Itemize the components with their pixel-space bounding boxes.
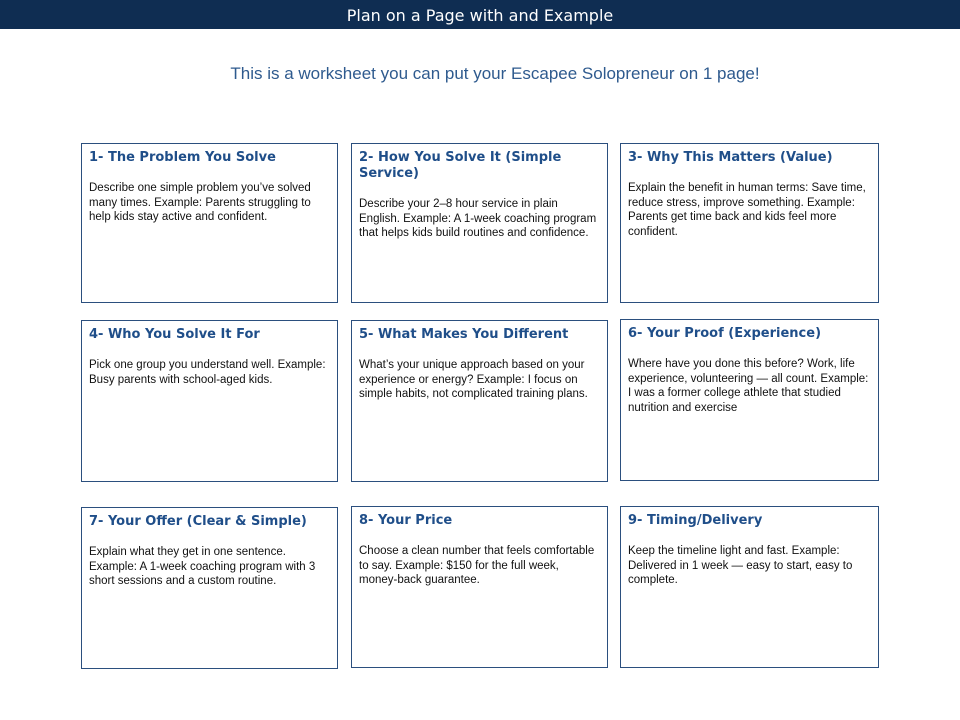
worksheet-box-solution (351, 143, 608, 303)
box-body: Keep the timeline light and fast. Example: Delivered in 1 week — easy to start, easy to complete. (628, 545, 853, 586)
subtitle: This is a worksheet you can put your Escapee Solopreneur on 1 page! (230, 64, 760, 83)
box-title: 6- Your Proof (Experience) (628, 326, 822, 341)
box-body: Pick one group you understand well. Example: Busy parents with school-aged kids. (89, 359, 326, 386)
box-body: What’s your unique approach based on your experience or energy? Example: I focus on simple habits, not complicated training plans. (359, 359, 588, 400)
box-body: Describe your 2–8 hour service in plain English. Example: A 1-week coaching program that helps kids build routines and confidence. (359, 198, 597, 239)
box-title: 3- Why This Matters (Value) (628, 150, 833, 165)
worksheet-box-price (351, 506, 608, 668)
worksheet-box-different (351, 320, 608, 482)
box-title: 2- How You Solve It (Simple Service) (359, 150, 562, 181)
worksheet-box-offer (81, 507, 338, 669)
worksheet-box-timing (620, 506, 879, 668)
page-title: Plan on a Page with and Example (346, 6, 614, 25)
box-body: Choose a clean number that feels comfortable to say. Example: $150 for the full week, money-back guarantee. (359, 545, 595, 586)
box-body: Where have you done this before? Work, life experience, volunteering — all count. Example: I was a former college athlete that studied nutrition and exercise (628, 358, 869, 414)
box-title: 7- Your Offer (Clear & Simple) (89, 514, 307, 529)
worksheet-box-value (620, 143, 879, 303)
box-title: 9- Timing/Delivery (628, 513, 763, 528)
worksheet-box-problem (81, 143, 338, 303)
box-title: 4- Who You Solve It For (89, 327, 260, 342)
box-body: Explain what they get in one sentence. Example: A 1-week coaching program with 3 short sessions and a custom routine. (89, 546, 316, 587)
box-body: Explain the benefit in human terms: Save time, reduce stress, improve something. Example: Parents get time back and kids feel more confident. (628, 182, 866, 238)
box-title: 1- The Problem You Solve (89, 150, 276, 165)
worksheet-box-proof (620, 319, 879, 481)
box-title: 8- Your Price (359, 513, 453, 528)
box-body: Describe one simple problem you’ve solved many times. Example: Parents struggling to help kids stay active and confident. (89, 182, 311, 223)
worksheet-box-audience (81, 320, 338, 482)
box-title: 5- What Makes You Different (359, 327, 569, 342)
title-bar (0, 0, 960, 29)
